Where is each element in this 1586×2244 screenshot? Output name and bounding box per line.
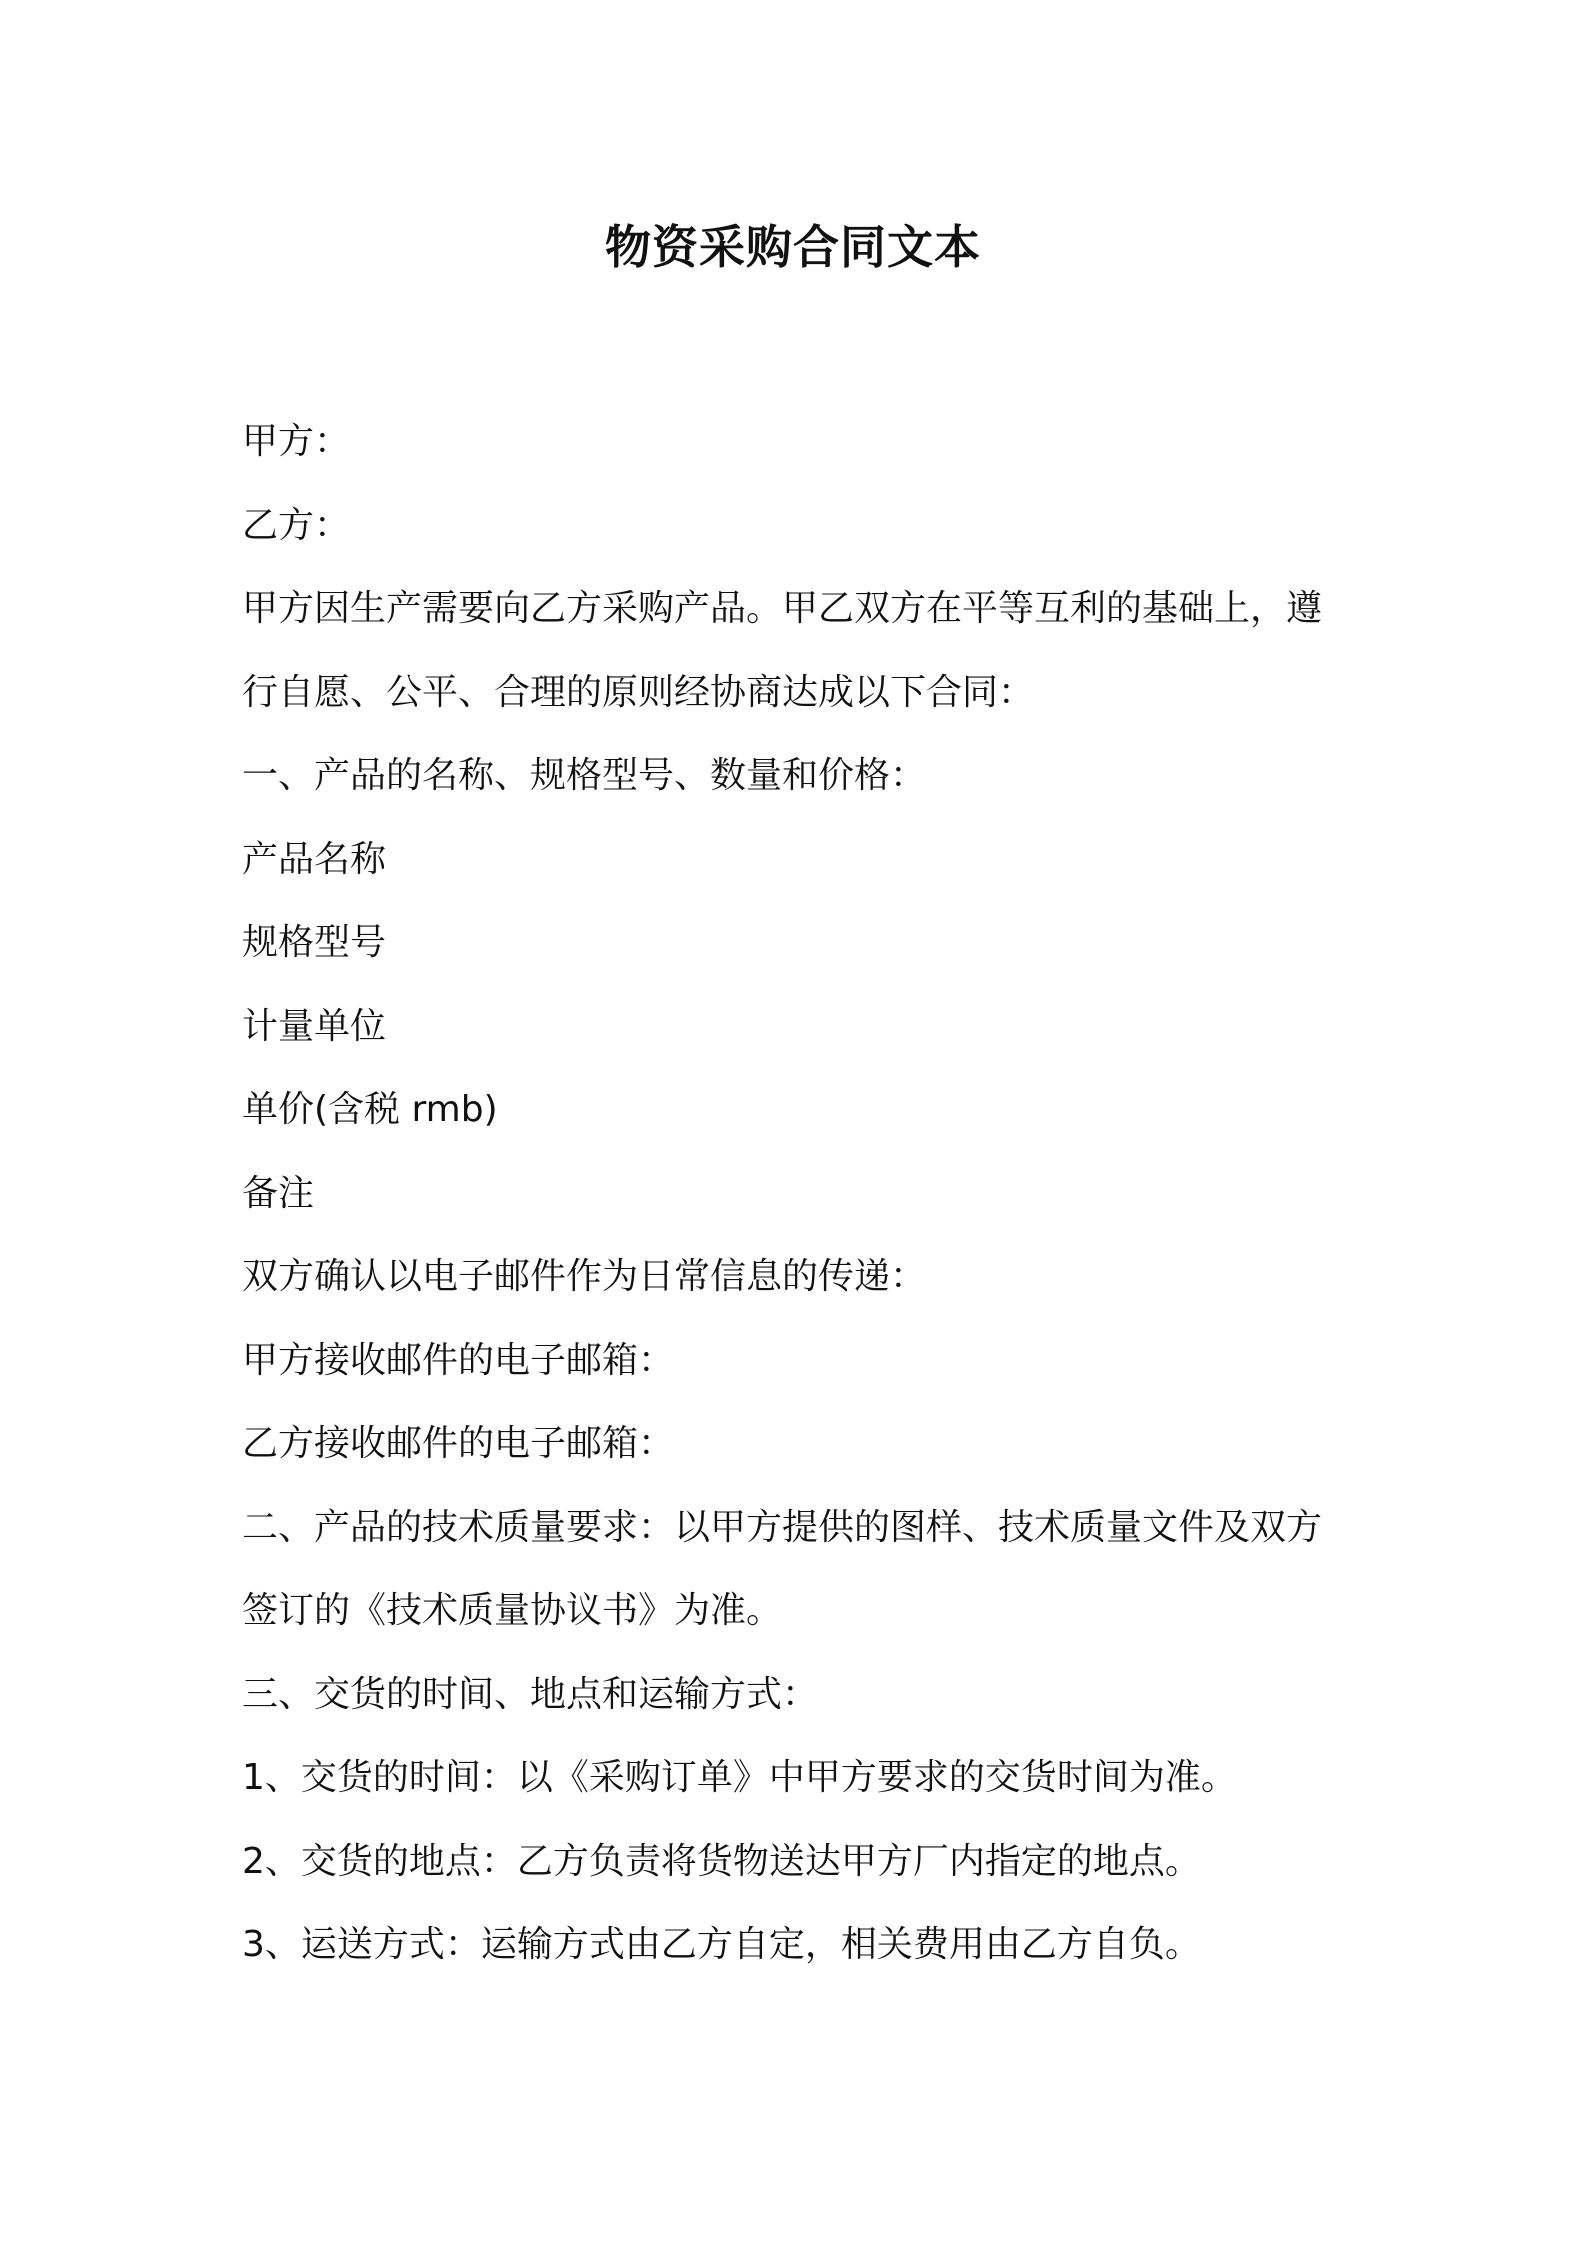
document-body: [242, 400, 1362, 1987]
delivery-time-line: 1、交货的时间：以《采购订单》中甲方要求的交货时间为准。: [242, 1757, 1237, 1798]
section-2-line-2: 签订的《技术质量协议书》为准。: [242, 1590, 783, 1631]
email-confirmation-line: 双方确认以电子邮件作为日常信息的传递：: [242, 1256, 927, 1297]
remarks-label: 备注: [242, 1172, 315, 1214]
spec-model-label: 规格型号: [242, 922, 387, 963]
party-a-email-line: 甲方接收邮件的电子邮箱：: [242, 1339, 675, 1381]
section-2-line-1: 二、产品的技术质量要求：以甲方提供的图样、技术质量文件及双方: [242, 1506, 1323, 1548]
product-name-label: 产品名称: [242, 838, 387, 880]
document-title: 物资采购合同文本: [605, 220, 981, 274]
delivery-location-line: 2、交货的地点：乙方负责将货物送达甲方厂内指定的地点。: [242, 1840, 1201, 1882]
section-3-heading: 三、交货的时间、地点和运输方式：: [242, 1673, 819, 1715]
preamble-line-2: 行自愿、公平、合理的原则经协商达成以下合同：: [242, 671, 1035, 713]
preamble-line-1: 甲方因生产需要向乙方采购产品。甲乙双方在平等互利的基础上，遵: [242, 588, 1323, 629]
unit-price-label: 单价(含税 rmb): [242, 1089, 498, 1130]
transport-method-line: 3、运送方式：运输方式由乙方自定，相关费用由乙方自负。: [242, 1924, 1201, 1965]
party-b-email-line: 乙方接收邮件的电子邮箱：: [242, 1423, 675, 1464]
section-1-heading: 一、产品的名称、规格型号、数量和价格：: [242, 755, 927, 796]
unit-label: 计量单位: [242, 1005, 387, 1047]
party-b-line: 乙方：: [242, 504, 351, 546]
party-a-line: 甲方：: [242, 421, 351, 462]
